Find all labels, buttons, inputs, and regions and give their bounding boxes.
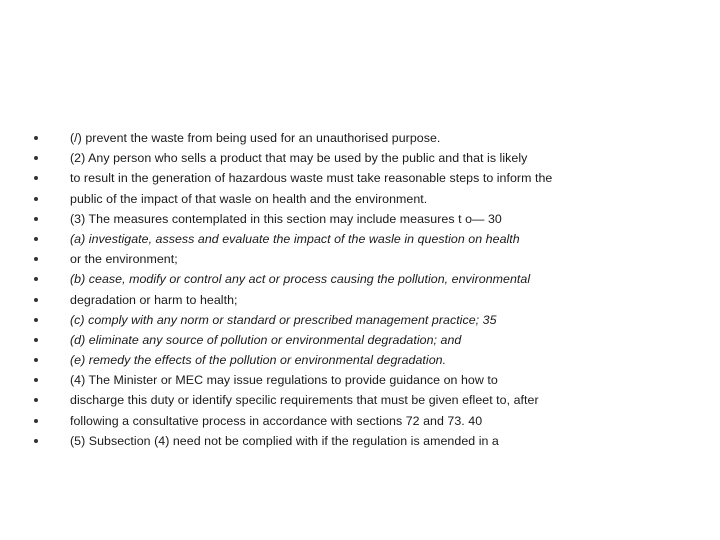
line-text: or the environment;	[70, 252, 178, 267]
line-text: (b) cease, modify or control any act or process causing the pollution, environmental	[70, 272, 531, 287]
line-text: (4) The Minister or MEC may issue regulations to provide guidance on how to	[70, 373, 498, 388]
bullet-icon	[34, 378, 38, 382]
list-item	[34, 148, 694, 168]
line-text: (c) comply with any norm or standard or prescribed management practice; 35	[70, 312, 497, 327]
list-item	[34, 128, 694, 148]
bullet-icon	[34, 136, 38, 140]
bullet-icon	[34, 298, 38, 302]
line-text: (/) prevent the waste from being used for an unauthorised purpose.	[70, 131, 441, 145]
bullet-icon	[34, 257, 38, 261]
bullet-icon	[34, 176, 38, 180]
list-item	[34, 249, 694, 269]
bullet-icon	[34, 318, 38, 322]
list-item	[34, 209, 694, 229]
list-item	[34, 168, 694, 188]
line-text: public of the impact of that wasle on health and the environment.	[70, 191, 428, 206]
bullet-icon	[34, 358, 38, 362]
bullet-icon	[34, 277, 38, 281]
list-item	[34, 330, 694, 350]
bullet-icon	[34, 156, 38, 160]
list-item	[34, 350, 694, 370]
line-text: (d) eliminate any source of pollution or environmental degradation; and	[70, 332, 462, 347]
bullet-list	[34, 128, 694, 451]
line-text: (e) remedy the effects of the pollution or environmental degradation.	[70, 353, 447, 368]
bullet-icon	[34, 419, 38, 423]
line-text: following a consultative process in accordance with sections 72 and 73. 40	[70, 413, 483, 428]
line-text: degradation or harm to health;	[70, 292, 238, 307]
line-text: to result in the generation of hazardous waste must take reasonable steps to inform the	[70, 171, 553, 186]
bullet-icon	[34, 398, 38, 402]
line-text: (3) The measures contemplated in this section may include measures t o— 30	[70, 211, 502, 226]
list-item	[34, 269, 694, 289]
bullet-icon	[34, 439, 38, 443]
bullet-icon	[34, 197, 38, 201]
list-item	[34, 370, 694, 390]
list-item	[34, 431, 694, 451]
list-item	[34, 290, 694, 310]
line-text: (a) investigate, assess and evaluate the impact of the wasle in question on health	[70, 231, 520, 246]
bullet-icon	[34, 338, 38, 342]
line-text: (5) Subsection (4) need not be complied with if the regulation is amended in a	[70, 433, 499, 448]
line-text: (2) Any person who sells a product that may be used by the public and that is likely	[70, 151, 528, 166]
list-item	[34, 310, 694, 330]
list-item	[34, 229, 694, 249]
bullet-icon	[34, 217, 38, 221]
bullet-icon	[34, 237, 38, 241]
list-item	[34, 390, 694, 410]
list-item	[34, 189, 694, 209]
list-item	[34, 411, 694, 431]
line-text: discharge this duty or identify specilic requirements that must be given efleet to, after	[70, 393, 539, 408]
